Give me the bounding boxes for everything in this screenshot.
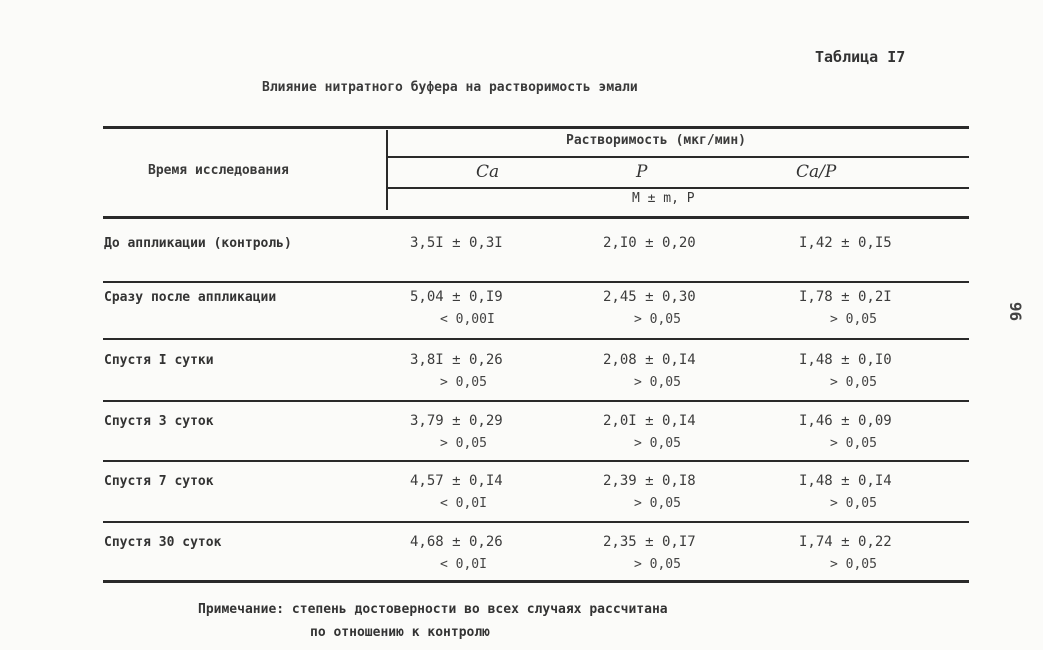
cell-ca-significance: < 0,00I (440, 312, 495, 327)
cell-p-significance: > 0,05 (634, 496, 681, 511)
cell-cap-value: I,48 ± 0,I4 (799, 473, 892, 489)
cell-ca-significance: < 0,0I (440, 557, 487, 572)
row-separator (103, 521, 969, 523)
cell-p-value: 2,39 ± 0,I8 (603, 473, 696, 489)
cell-cap-value: I,46 ± 0,09 (799, 413, 892, 429)
header-col-ca: Ca (476, 162, 500, 182)
row-separator (103, 338, 969, 340)
row-label: Сразу после аппликации (104, 290, 277, 305)
cell-p-value: 2,35 ± 0,I7 (603, 534, 696, 550)
cell-p-value: 2,0I ± 0,I4 (603, 413, 696, 429)
row-separator (103, 400, 969, 402)
cell-cap-significance: > 0,05 (830, 312, 877, 327)
page-side-mark: 96 (1006, 301, 1026, 322)
cell-p-significance: > 0,05 (634, 375, 681, 390)
table-title: Влияние нитратного буфера на растворимость эмали (262, 80, 638, 95)
cell-ca-value: 3,79 ± 0,29 (410, 413, 503, 429)
cell-ca-value: 4,68 ± 0,26 (410, 534, 503, 550)
cell-p-significance: > 0,05 (634, 557, 681, 572)
cell-p-value: 2,45 ± 0,30 (603, 289, 696, 305)
cell-ca-significance: > 0,05 (440, 436, 487, 451)
row-label: До аппликации (контроль) (104, 236, 292, 251)
row-separator (103, 460, 969, 462)
cell-p-value: 2,I0 ± 0,20 (603, 235, 696, 251)
row-label: Спустя 3 суток (104, 414, 214, 429)
cell-cap-value: I,42 ± 0,I5 (799, 235, 892, 251)
header-col-ca-p: Ca/P (796, 162, 837, 182)
cell-cap-significance: > 0,05 (830, 557, 877, 572)
cell-ca-significance: > 0,05 (440, 375, 487, 390)
header-stat-label: М ± m, P (632, 191, 695, 206)
header-columns-rule (388, 187, 969, 189)
header-group-label: Растворимость (мкг/мин) (566, 133, 747, 148)
row-separator (103, 281, 969, 283)
cell-p-significance: > 0,05 (634, 312, 681, 327)
cell-p-value: 2,08 ± 0,I4 (603, 352, 696, 368)
header-col-p: P (636, 162, 648, 182)
cell-ca-value: 3,5I ± 0,3I (410, 235, 503, 251)
row-label: Спустя 30 суток (104, 535, 222, 550)
row-label: Спустя I сутки (104, 353, 214, 368)
cell-ca-significance: < 0,0I (440, 496, 487, 511)
cell-cap-value: I,74 ± 0,22 (799, 534, 892, 550)
cell-ca-value: 4,57 ± 0,I4 (410, 473, 503, 489)
cell-ca-value: 5,04 ± 0,I9 (410, 289, 503, 305)
cell-cap-significance: > 0,05 (830, 496, 877, 511)
table-bottom-rule (103, 580, 969, 583)
cell-cap-significance: > 0,05 (830, 436, 877, 451)
header-group-rule (388, 156, 969, 158)
header-vertical-divider (386, 130, 388, 210)
cell-cap-value: I,78 ± 0,2I (799, 289, 892, 305)
cell-p-significance: > 0,05 (634, 436, 681, 451)
cell-ca-value: 3,8I ± 0,26 (410, 352, 503, 368)
cell-cap-significance: > 0,05 (830, 375, 877, 390)
table-note-line1: Примечание: степень достоверности во всех случаях рассчитана (198, 602, 668, 617)
table-number: Таблица I7 (815, 48, 906, 66)
row-label: Спустя 7 суток (104, 474, 214, 489)
table-note-line2: по отношению к контролю (310, 625, 491, 640)
table-top-rule (103, 126, 969, 129)
cell-cap-value: I,48 ± 0,I0 (799, 352, 892, 368)
header-bottom-rule (103, 216, 969, 219)
header-row-label: Время исследования (148, 163, 289, 178)
